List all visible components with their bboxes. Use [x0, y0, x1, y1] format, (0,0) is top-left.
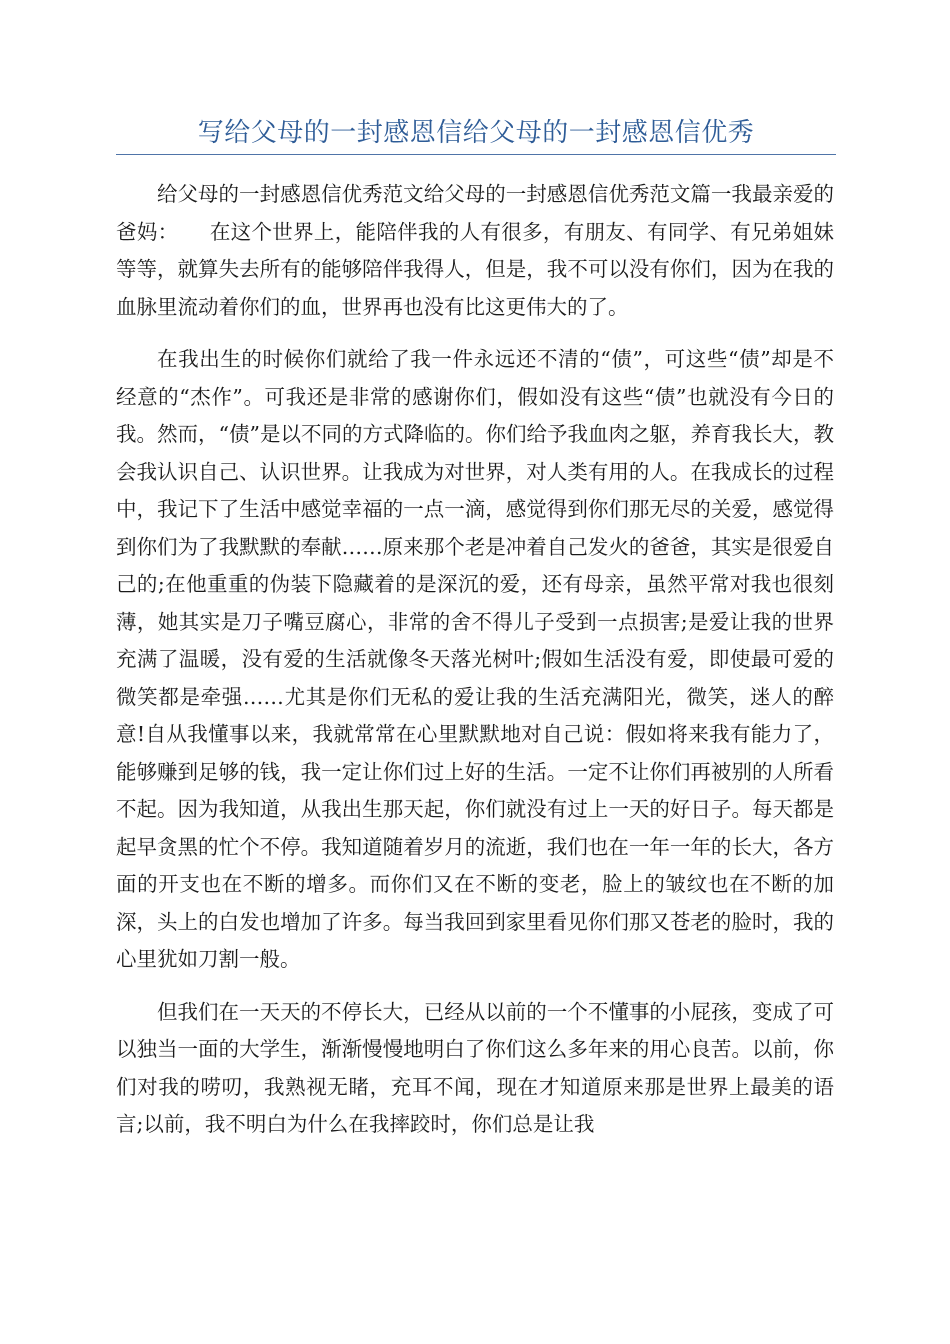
paragraph-2: 在我出生的时候你们就给了我一件永远还不清的“债”，可这些“债”却是不经意的“杰作”。可我还是非常的感谢你们，假如没有这些“债”也就没有今日的我。然而，“债”是以不同的方式降临的。你们给予我血肉之躯，养育我长大，教会我认识自己、认识世界。让我成为对世界，对人类有用的人。在我成长的过程中，我记下了生活中感觉幸福的一点一滴，感觉得到你们那无尽的关爱，感觉得到你们为了我默默的奉献……原来那个老是冲着自己发火的爸爸，其实是很爱自己的;在他重重的伪装下隐藏着的是深沉的爱，还有母亲，虽然平常对我也很刻薄，她其实是刀子嘴豆腐心，非常的舍不得儿子受到一点损害;是爱让我的世界充满了温暖，没有爱的生活就像冬天落光树叶;假如生活没有爱，即使最可爱的微笑都是牵强……尤其是你们无私的爱让我的生活充满阳光，微笑，迷人的醉意!自从我懂事以来，我就常常在心里默默地对自己说：假如将来我有能力了，能够赚到足够的钱，我一定让你们过上好的生活。一定不让你们再被别的人所看不起。因为我知道，从我出生那天起，你们就没有过上一天的好日子。每天都是起早贪黑的忙个不停。我知道随着岁月的流逝，我们也在一年一年的长大，各方面的开支也在不断的增多。而你们又在不断的变老，脸上的皱纹也在不断的加深，头上的白发也增加了许多。每当我回到家里看见你们那又苍老的脸时，我的心里犹如刀割一般。 [116, 347, 834, 971]
paragraph-3: 但我们在一天天的不停长大，已经从以前的一个不懂事的小屁孩，变成了可以独当一面的大学生，渐渐慢慢地明白了你们这么多年来的用心良苦。以前，你们对我的唠叨，我熟视无睹，充耳不闻，现在才知道原来那是世界上最美的语言;以前，我不明白为什么在我摔跤时，你们总是让我 [116, 999, 834, 1136]
document-title: 写给父母的一封感恩信给父母的一封感恩信优秀 [197, 118, 755, 148]
document-body [116, 176, 834, 1159]
title-underline [116, 154, 836, 155]
paragraph-1: 给父母的一封感恩信优秀范文给父母的一封感恩信优秀范文篇一我最亲爱的爸妈： 在这个世界上，能陪伴我的人有很多，有朋友、有同学、有兄弟姐妹等等，就算失去所有的能够陪伴我得人，但是，我不可以没有你们，因为在我的血脉里流动着你们的血，世界再也没有比这更伟大的了。 [116, 182, 834, 319]
